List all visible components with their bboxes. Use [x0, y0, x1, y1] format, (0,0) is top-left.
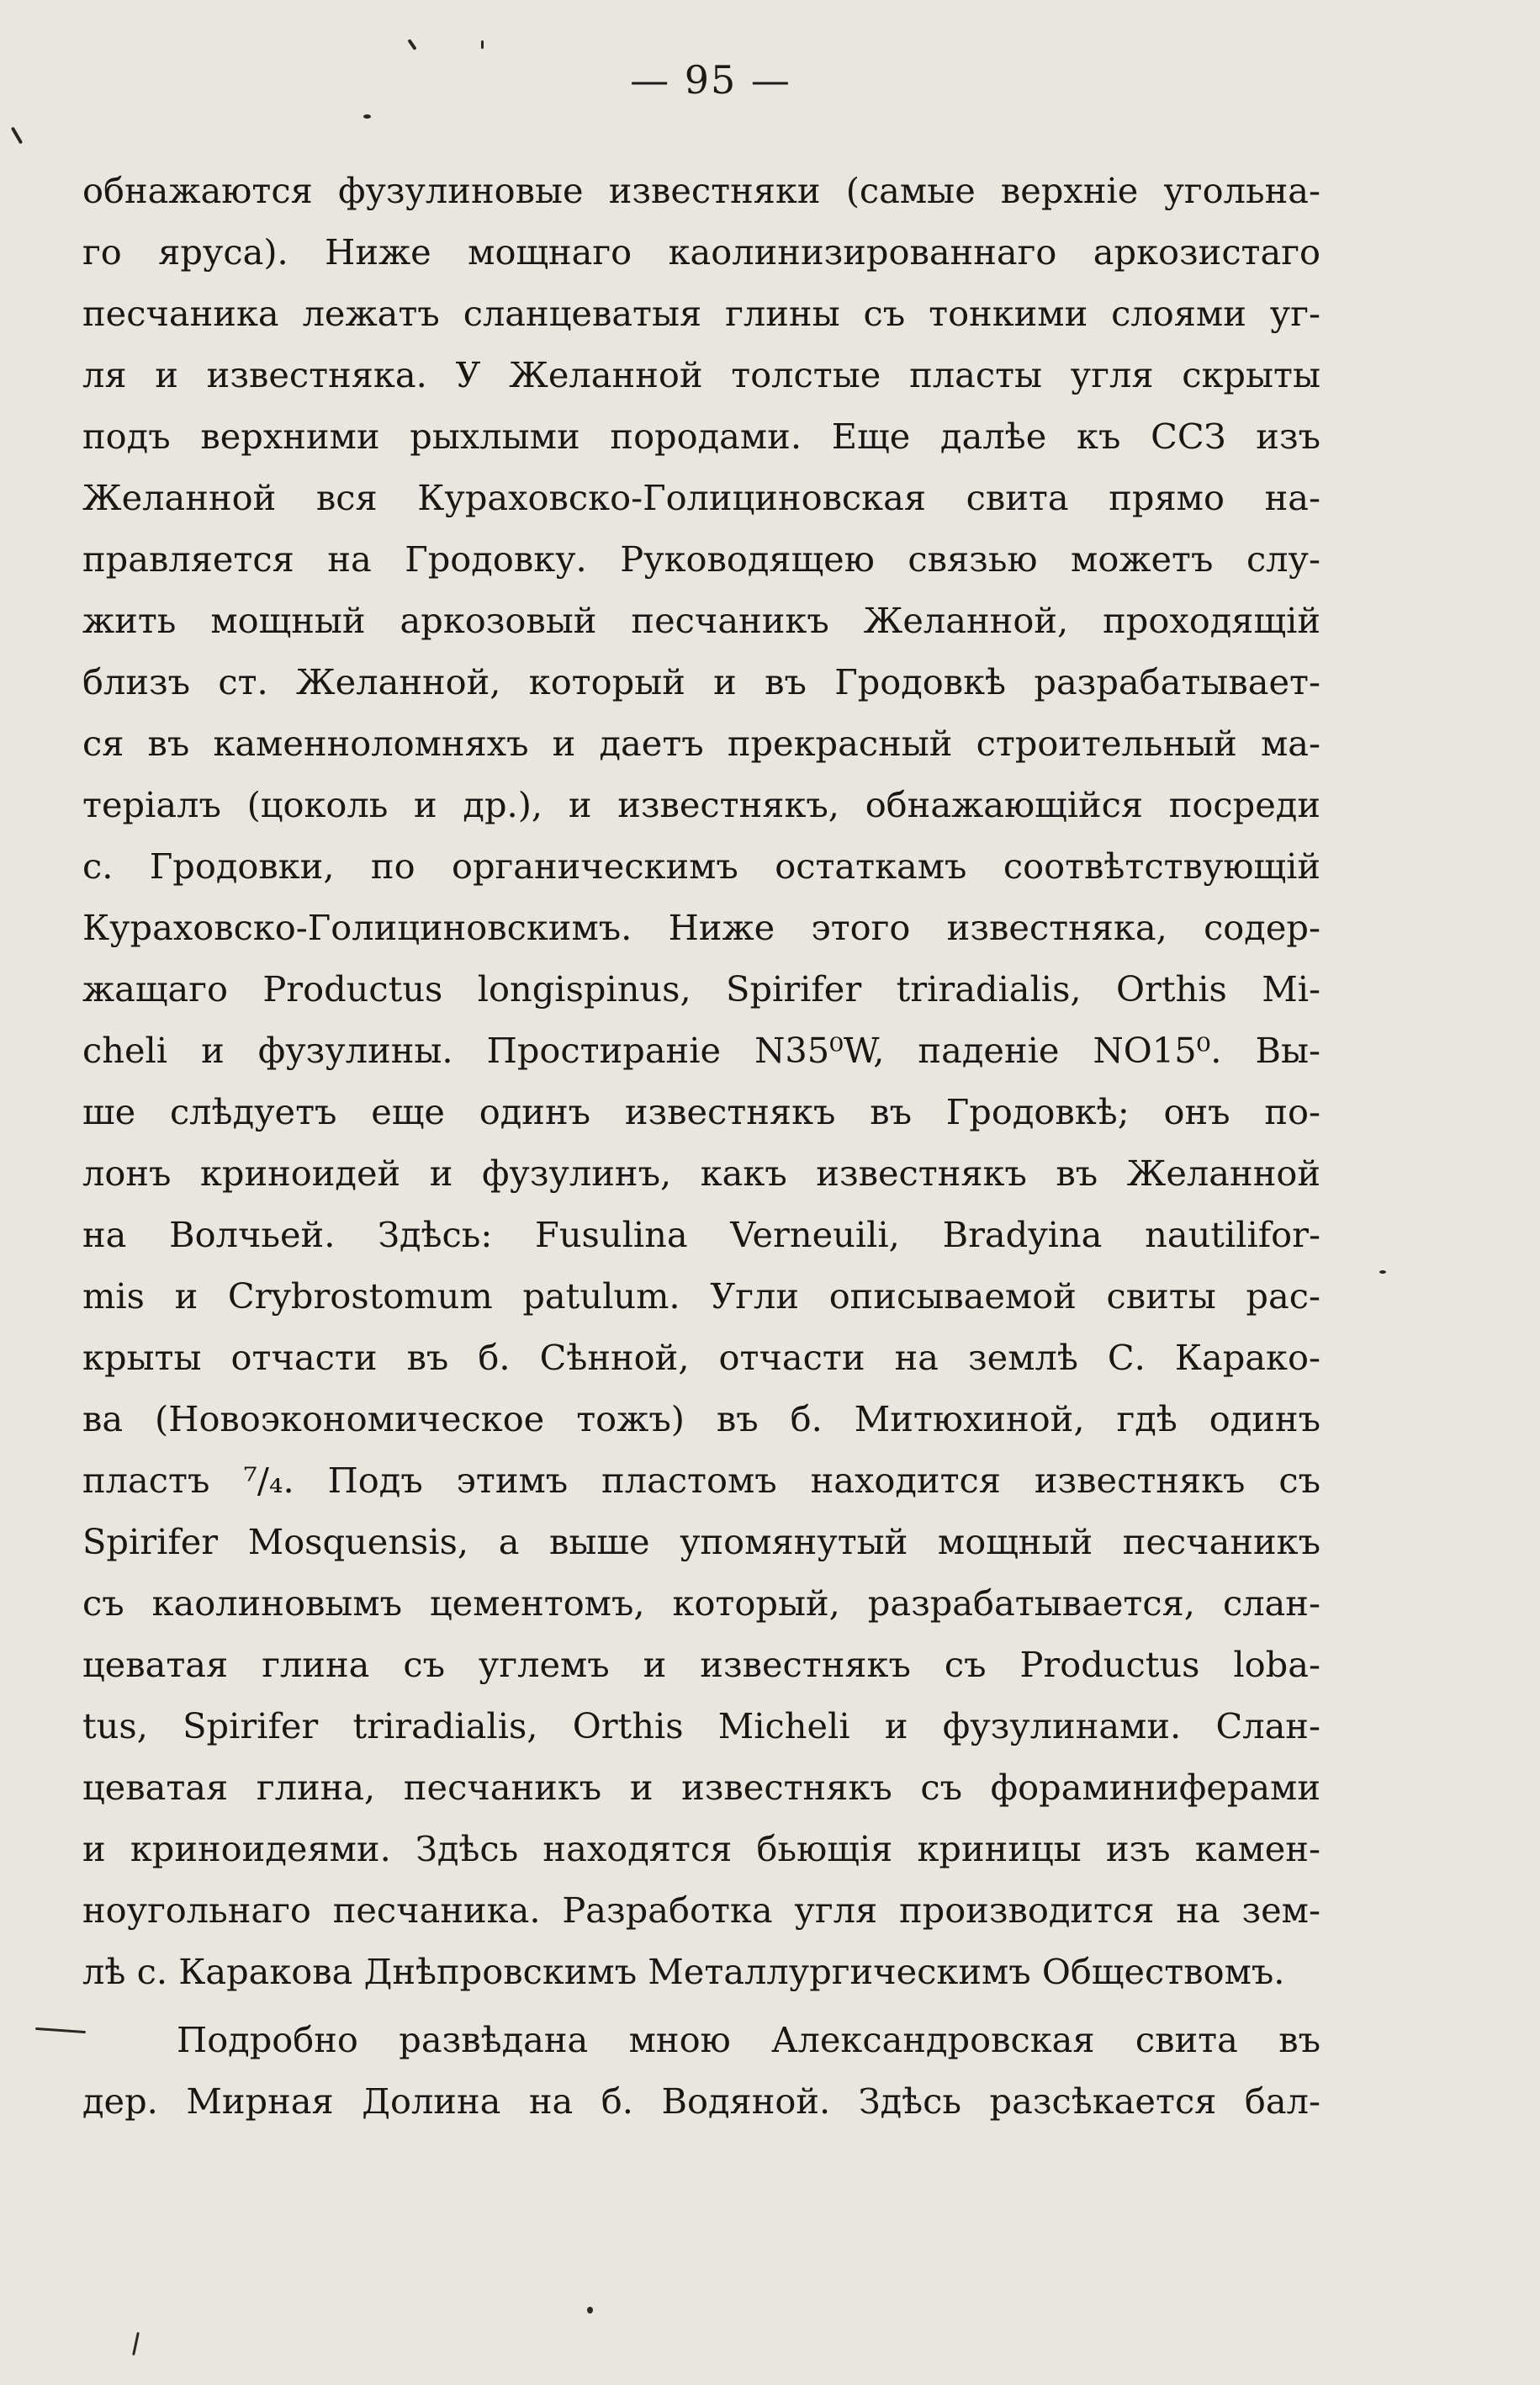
text-line: обнажаются фузулиновые известняки (самые верхніе угольна- [82, 170, 1320, 211]
text-line: tus, Spirifer triradialis, Orthis Micheli и фузулинами. Слан- [82, 1705, 1320, 1746]
text-line: жить мощный аркозовый песчаникъ Желанной, проходящій [82, 600, 1320, 641]
text-line: лонъ криноидей и фузулинъ, какъ известнякъ въ Желанной [82, 1153, 1320, 1194]
page-number: — 95 — [630, 57, 791, 103]
text-line: теріалъ (цоколь и др.), и известнякъ, обнажающійся посреди [82, 784, 1320, 825]
text-line: cheli и фузулины. Простираніе N35⁰W, паденіе NO15⁰. Вы- [82, 1030, 1320, 1071]
text-line: Кураховско-Голициновскимъ. Ниже этого известняка, содер- [82, 907, 1320, 948]
scan-speck [481, 40, 484, 49]
text-line: го яруса). Ниже мощнаго каолинизированнаго аркозистаго [82, 231, 1320, 273]
scan-speck [11, 126, 23, 144]
text-line: дер. Мирная Долина на б. Водяной. Здѣсь разсѣкается бал- [82, 2080, 1320, 2122]
text-line: с. Гродовки, по органическимъ остаткамъ соотвѣтствующій [82, 845, 1320, 887]
text-line: ноугольнаго песчаника. Разработка угля производится на зем- [82, 1889, 1320, 1931]
text-line: Spirifer Mosquensis, а выше упомянутый мощный песчаникъ [82, 1521, 1320, 1562]
text-line: подъ верхними рыхлыми породами. Еще далѣе къ ССЗ изъ [82, 416, 1320, 457]
paragraph-2 [82, 2009, 1320, 2132]
text-line: Желанной вся Кураховско-Голициновская свита прямо на- [82, 477, 1320, 518]
scan-speck [587, 2307, 593, 2313]
text-line: песчаника лежатъ сланцеватыя глины съ тонкими слоями уг- [82, 293, 1320, 334]
text-line: Подробно развѣдана мною Александровская свита въ [177, 2019, 1320, 2060]
paragraph-1 [82, 160, 1320, 2002]
text-line: близъ ст. Желанной, который и въ Гродовкѣ разрабатывает- [82, 661, 1320, 702]
text-line: на Волчьей. Здѣсь: Fusulina Verneuili, Bradyina nautilifor- [82, 1214, 1320, 1255]
text-line: съ каолиновымъ цементомъ, который, разрабатывается, слан- [82, 1582, 1320, 1624]
text-line: пластъ ⁷/₄. Подъ этимъ пластомъ находится известнякъ съ [82, 1460, 1320, 1501]
text-line: правляется на Гродовку. Руководящею связью можетъ слу- [82, 538, 1320, 580]
scan-speck [363, 114, 371, 119]
text-line: лѣ с. Каракова Днѣпровскимъ Металлургическимъ Обществомъ. [82, 1951, 1285, 1992]
text-line: и криноидеями. Здѣсь находятся бьющія криницы изъ камен- [82, 1828, 1320, 1869]
scan-speck [407, 39, 416, 50]
text-line: цеватая глина съ углемъ и известнякъ съ Productus loba- [82, 1644, 1320, 1685]
text-line: ше слѣдуетъ еще одинъ известнякъ въ Гродовкѣ; онъ по- [82, 1091, 1320, 1132]
scan-speck [132, 2332, 140, 2356]
text-line: цеватая глина, песчаникъ и известнякъ съ фораминиферами [82, 1767, 1320, 1808]
scan-speck [35, 2027, 86, 2033]
text-line: крыты отчасти въ б. Сѣнной, отчасти на землѣ С. Каракo- [82, 1337, 1320, 1378]
body-text [82, 160, 1320, 2132]
text-line: ся въ каменноломняхъ и даетъ прекрасный строительный ма- [82, 723, 1320, 764]
text-line: жащаго Productus longispinus, Spirifer triradialis, Orthis Mi- [82, 968, 1320, 1010]
scan-speck [1379, 1270, 1386, 1274]
text-line: mis и Crybrostomum patulum. Угли описываемой свиты рас- [82, 1275, 1320, 1317]
text-line: ва (Новоэкономическое тожъ) въ б. Митюхиной, гдѣ одинъ [82, 1398, 1320, 1439]
paragraph-gap [82, 2002, 1320, 2009]
text-line: ля и известняка. У Желанной толстые пласты угля скрыты [82, 354, 1320, 395]
